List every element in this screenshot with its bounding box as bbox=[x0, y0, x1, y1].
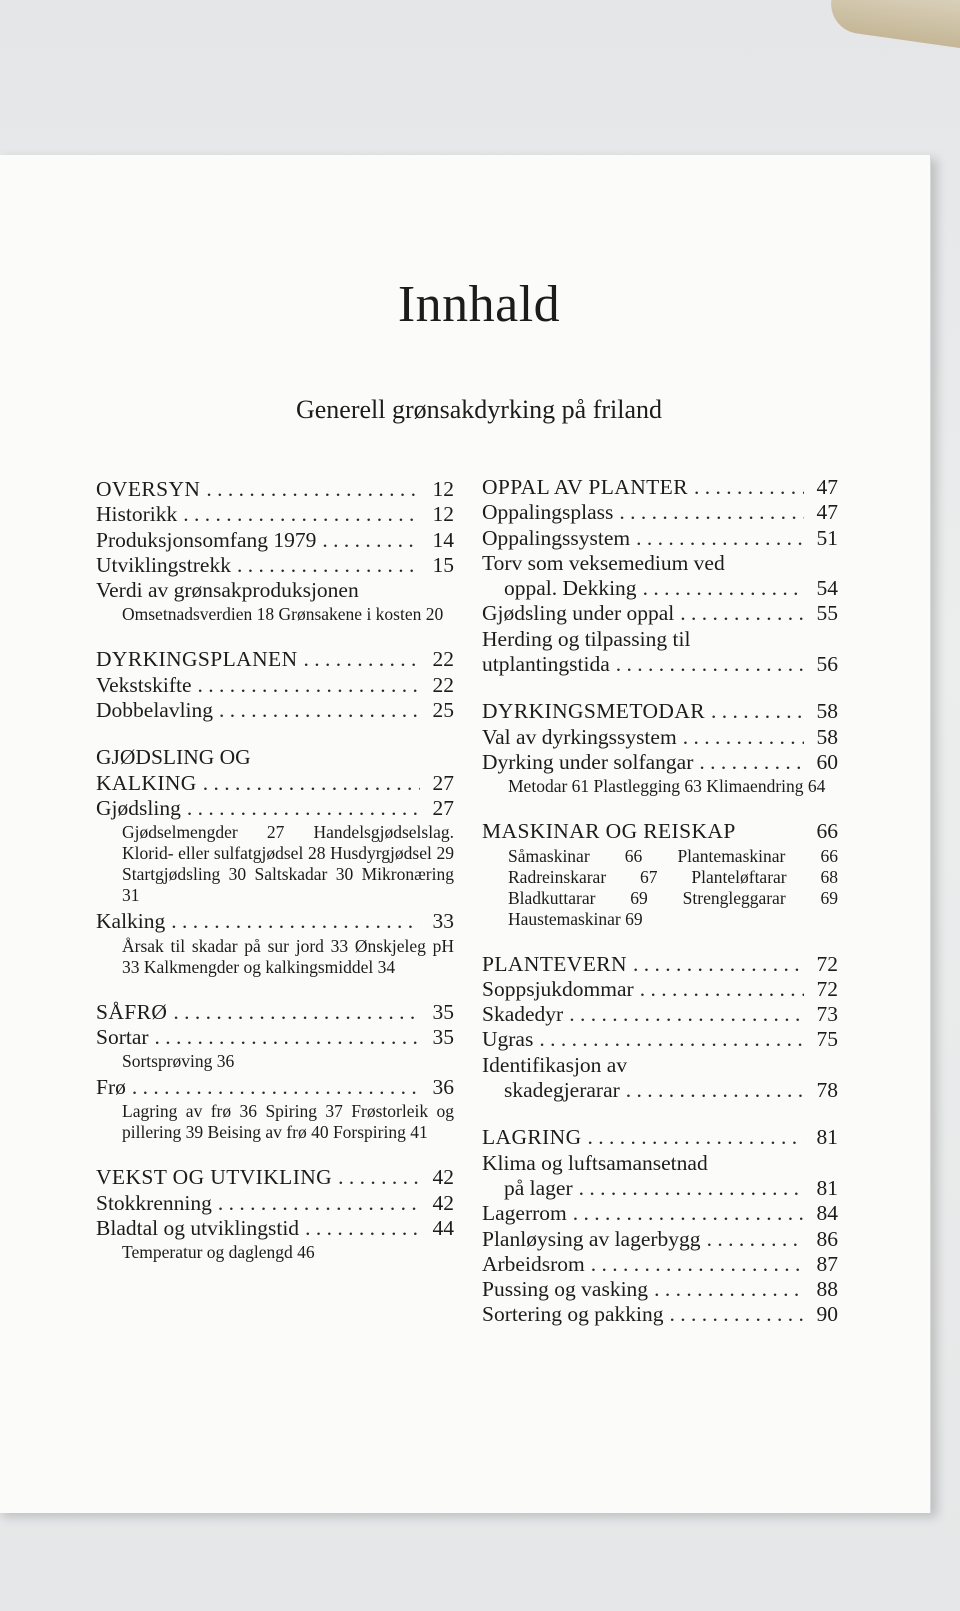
toc-entry-label: Bladtal og utviklingstid bbox=[96, 1216, 300, 1241]
toc-entry bbox=[482, 1201, 838, 1226]
page-subtitle: Generell grønsakdyrking på friland bbox=[295, 395, 663, 424]
toc-subentries: Omsetnadsverdien 18 Grønsakene i kosten 20 bbox=[122, 604, 444, 625]
toc-entry-label: Verdi av grønsakproduksjonen bbox=[96, 578, 359, 603]
leader-dots bbox=[539, 1027, 804, 1052]
page-number: 60 bbox=[816, 749, 838, 774]
page-number: 58 bbox=[816, 724, 838, 749]
toc-entry-label: Torv som veksemedium ved bbox=[482, 550, 725, 575]
page-number: 72 bbox=[816, 951, 838, 976]
toc-section-gjodsling bbox=[96, 745, 454, 977]
toc-entry bbox=[482, 952, 838, 977]
leader-dots bbox=[654, 1277, 804, 1302]
toc-entry bbox=[482, 1125, 838, 1150]
toc-entry bbox=[96, 698, 454, 723]
toc-entry bbox=[96, 909, 454, 934]
toc-entry bbox=[96, 1000, 454, 1025]
leader-dots bbox=[680, 601, 804, 626]
page-number: 51 bbox=[816, 525, 838, 550]
toc-subentries: Gjødselmengder 27 Handelsgjødselslag. Klorid- eller sulfatgjødsel 28 Husdyrgjødsel 29 Startgjødsling 30 Saltskadar 30 Mikronæring 31 bbox=[122, 822, 454, 906]
toc-heading-label: LAGRING bbox=[482, 1125, 582, 1150]
toc-entry bbox=[482, 1176, 838, 1201]
toc-subentries: Sortsprøving 36 bbox=[122, 1051, 235, 1072]
toc-entry bbox=[482, 1302, 838, 1327]
page-number: 86 bbox=[816, 1226, 838, 1251]
toc-entry-label: Planløysing av lagerbygg bbox=[482, 1226, 701, 1251]
toc-entry bbox=[96, 796, 454, 821]
toc-heading-label: VEKST OG UTVIKLING bbox=[96, 1165, 333, 1190]
toc-entry bbox=[482, 1078, 838, 1103]
toc-entry bbox=[96, 553, 454, 578]
page-number: 47 bbox=[816, 475, 838, 499]
leader-dots bbox=[707, 1227, 804, 1252]
toc-entry-label: Klima og luftsamansetnad bbox=[482, 1150, 708, 1175]
page-number: 55 bbox=[816, 601, 838, 626]
toc-section-vekst bbox=[96, 1165, 454, 1263]
toc-entry bbox=[482, 526, 838, 551]
toc-section-oppal bbox=[482, 475, 838, 677]
page-number: 42 bbox=[432, 1165, 454, 1190]
page-number: 72 bbox=[816, 976, 838, 1001]
toc-entry bbox=[96, 1191, 454, 1216]
toc-entry bbox=[482, 576, 838, 601]
page-number: 88 bbox=[816, 1277, 838, 1302]
page-number: 54 bbox=[816, 576, 838, 601]
toc-entry bbox=[482, 1027, 838, 1052]
toc-heading-label: KALKING bbox=[96, 770, 197, 795]
toc-entry bbox=[96, 1075, 454, 1100]
page-number: 84 bbox=[816, 1201, 838, 1226]
toc-entry-label: Oppalingsplass bbox=[482, 500, 614, 525]
leader-dots bbox=[643, 576, 804, 601]
page-number: 27 bbox=[432, 795, 454, 820]
toc-entry-label: utplantingstida bbox=[482, 652, 610, 677]
leader-dots bbox=[694, 475, 804, 500]
toc-heading-label: MASKINAR OG REISKAP bbox=[482, 819, 736, 844]
leader-dots bbox=[338, 1165, 420, 1190]
page-number: 35 bbox=[432, 1024, 454, 1049]
page-number: 42 bbox=[432, 1190, 454, 1215]
leader-dots bbox=[171, 909, 420, 934]
toc-entry-label: Herding og tilpassing til bbox=[482, 626, 691, 651]
corner-object bbox=[827, 0, 960, 50]
toc-section-dyrkingsplanen bbox=[96, 647, 454, 723]
page-number: 81 bbox=[816, 1125, 838, 1150]
page-number: 25 bbox=[432, 698, 454, 723]
toc-entry bbox=[482, 1277, 838, 1302]
toc-heading-label: OPPAL AV PLANTER bbox=[482, 475, 688, 499]
page-number: 87 bbox=[816, 1251, 838, 1276]
toc-entry bbox=[482, 1002, 838, 1027]
toc-section-dyrkingsmetodar bbox=[482, 699, 838, 797]
page-number: 12 bbox=[432, 502, 454, 527]
page-number: 44 bbox=[432, 1216, 454, 1241]
leader-dots bbox=[670, 1302, 804, 1327]
toc-entry-label: Produksjonsomfang 1979 bbox=[96, 527, 317, 552]
leader-dots bbox=[206, 477, 420, 502]
toc-entry-label: Ugras bbox=[482, 1027, 534, 1052]
page-number: 15 bbox=[432, 552, 454, 577]
toc-entry bbox=[482, 475, 838, 500]
toc-entry-label: Gjødsling under oppal bbox=[482, 601, 675, 626]
leader-dots bbox=[636, 526, 804, 551]
toc-heading-label: SÅFRØ bbox=[96, 999, 168, 1024]
leader-dots bbox=[183, 502, 420, 527]
leader-dots bbox=[203, 771, 420, 796]
leader-dots bbox=[683, 725, 804, 750]
toc-section-maskinar bbox=[482, 819, 838, 929]
page-number: 27 bbox=[432, 770, 454, 795]
toc-entry bbox=[482, 977, 838, 1002]
toc-entry bbox=[482, 750, 838, 775]
toc-entry bbox=[96, 1025, 454, 1050]
leader-dots bbox=[626, 1078, 804, 1103]
page-number: 66 bbox=[816, 819, 838, 844]
page-number: 47 bbox=[816, 500, 838, 525]
leader-dots bbox=[187, 796, 420, 821]
leader-dots bbox=[588, 1125, 804, 1150]
leader-dots bbox=[640, 977, 804, 1002]
toc-entry-label: Dyrking under solfangar bbox=[482, 749, 694, 774]
toc-entry bbox=[96, 528, 454, 553]
page-number: 14 bbox=[432, 527, 454, 552]
leader-dots bbox=[591, 1252, 804, 1277]
toc-entry bbox=[96, 502, 454, 527]
toc-entry-label: Skadedyr bbox=[482, 1002, 564, 1027]
leader-dots bbox=[619, 500, 804, 525]
toc-entry bbox=[96, 647, 454, 672]
toc-subentries: Såmaskinar 66 Plantemaskinar 66 Radreinskarar 67 Planteløftarar 68 Bladkuttarar 69 Strengleggarar 69 Haustemaskinar 69 bbox=[508, 845, 838, 929]
toc-subentries: Temperatur og daglengd 46 bbox=[122, 1242, 315, 1263]
toc-subentries: Årsak til skadar på sur jord 33 Ønskjeleg pH 33 Kalkmengder og kalkingsmiddel 34 bbox=[122, 935, 454, 977]
leader-dots bbox=[237, 553, 420, 578]
toc-section-oversyn bbox=[96, 477, 454, 625]
toc-entry-label: Oppalingssystem bbox=[482, 525, 631, 550]
leader-dots bbox=[569, 1002, 804, 1027]
toc-entry bbox=[96, 477, 454, 502]
toc-entry bbox=[482, 819, 838, 844]
toc-section-plantevern bbox=[482, 952, 838, 1104]
toc-heading-label: OVERSYN bbox=[96, 477, 201, 501]
page-number: 22 bbox=[432, 672, 454, 697]
toc-entry-label: Frø bbox=[96, 1075, 126, 1100]
toc-entry-label: oppal. Dekking bbox=[504, 576, 637, 601]
toc-entry bbox=[482, 699, 838, 724]
toc-entry-label: Kalking bbox=[96, 909, 166, 934]
page-title: Innhald bbox=[397, 276, 561, 333]
leader-dots bbox=[155, 1025, 420, 1050]
toc-entry bbox=[482, 725, 838, 750]
toc-entry bbox=[482, 601, 838, 626]
toc-entry bbox=[482, 1227, 838, 1252]
leader-dots bbox=[573, 1201, 804, 1226]
page-number: 12 bbox=[432, 477, 454, 501]
book-page bbox=[0, 155, 931, 1513]
leader-dots bbox=[699, 750, 804, 775]
page-number: 58 bbox=[816, 699, 838, 724]
toc-heading-label: DYRKINGSMETODAR bbox=[482, 699, 706, 724]
leader-dots bbox=[173, 1000, 420, 1025]
toc-entry-label: Gjødsling bbox=[96, 795, 181, 820]
toc-entry-label: Dobbelavling bbox=[96, 698, 214, 723]
toc-entry bbox=[482, 500, 838, 525]
toc-entry bbox=[96, 1216, 454, 1241]
toc-section-safro bbox=[96, 1000, 454, 1144]
leader-dots bbox=[322, 528, 420, 553]
leader-dots bbox=[198, 673, 420, 698]
page-number: 81 bbox=[816, 1175, 838, 1200]
toc-entry-label: skadegjerarar bbox=[504, 1078, 620, 1103]
leader-dots bbox=[579, 1176, 804, 1201]
leader-dots bbox=[219, 698, 420, 723]
toc-entry bbox=[96, 1165, 454, 1190]
toc-entry-label: Stokkrenning bbox=[96, 1190, 212, 1215]
toc-entry bbox=[482, 652, 838, 677]
toc-entry-label: Utviklingstrekk bbox=[96, 552, 231, 577]
toc-entry-label: Pussing og vasking bbox=[482, 1277, 649, 1302]
page-number: 73 bbox=[816, 1002, 838, 1027]
toc-left-column bbox=[96, 477, 454, 1285]
toc-entry-label: Lagerrom bbox=[482, 1201, 567, 1226]
page-number: 78 bbox=[816, 1078, 838, 1103]
toc-entry-label: Val av dyrkingssystem bbox=[482, 724, 677, 749]
toc-entry-label: på lager bbox=[504, 1175, 573, 1200]
toc-entry-label: Sortering og pakking bbox=[482, 1302, 664, 1327]
page-number: 90 bbox=[816, 1302, 838, 1327]
toc-entry-label: Vekstskifte bbox=[96, 672, 192, 697]
toc-entry-label: Arbeidsrom bbox=[482, 1251, 585, 1276]
leader-dots bbox=[218, 1191, 420, 1216]
toc-right-column bbox=[482, 475, 838, 1350]
page-number: 35 bbox=[432, 999, 454, 1024]
page-number: 75 bbox=[816, 1027, 838, 1052]
toc-subentries: Lagring av frø 36 Spiring 37 Frøstorleik og pillering 39 Beising av frø 40 Forspiring 41 bbox=[122, 1101, 454, 1143]
toc-entry bbox=[482, 1252, 838, 1277]
leader-dots bbox=[711, 699, 804, 724]
toc-entry-label: Sortar bbox=[96, 1024, 149, 1049]
leader-dots bbox=[305, 1216, 420, 1241]
toc-entry bbox=[96, 673, 454, 698]
leader-dots bbox=[633, 952, 804, 977]
toc-section-lagring bbox=[482, 1125, 838, 1327]
toc-entry-label: Historikk bbox=[96, 502, 178, 527]
toc-entry-label: Soppsjukdommar bbox=[482, 976, 634, 1001]
page-number: 36 bbox=[432, 1075, 454, 1100]
toc-heading-label: PLANTEVERN bbox=[482, 951, 627, 976]
leader-dots bbox=[616, 652, 804, 677]
toc-entry bbox=[96, 771, 454, 796]
toc-entry-label: Identifikasjon av bbox=[482, 1052, 628, 1077]
page-number: 56 bbox=[816, 652, 838, 677]
leader-dots bbox=[132, 1075, 420, 1100]
toc-subentries: Metodar 61 Plastlegging 63 Klimaendring 64 bbox=[508, 776, 826, 797]
page-number: 22 bbox=[432, 647, 454, 672]
page-number: 33 bbox=[432, 909, 454, 934]
leader-dots bbox=[304, 647, 421, 672]
toc-heading-label: DYRKINGSPLANEN bbox=[96, 647, 298, 672]
toc-heading-label: GJØDSLING OG bbox=[96, 745, 251, 770]
